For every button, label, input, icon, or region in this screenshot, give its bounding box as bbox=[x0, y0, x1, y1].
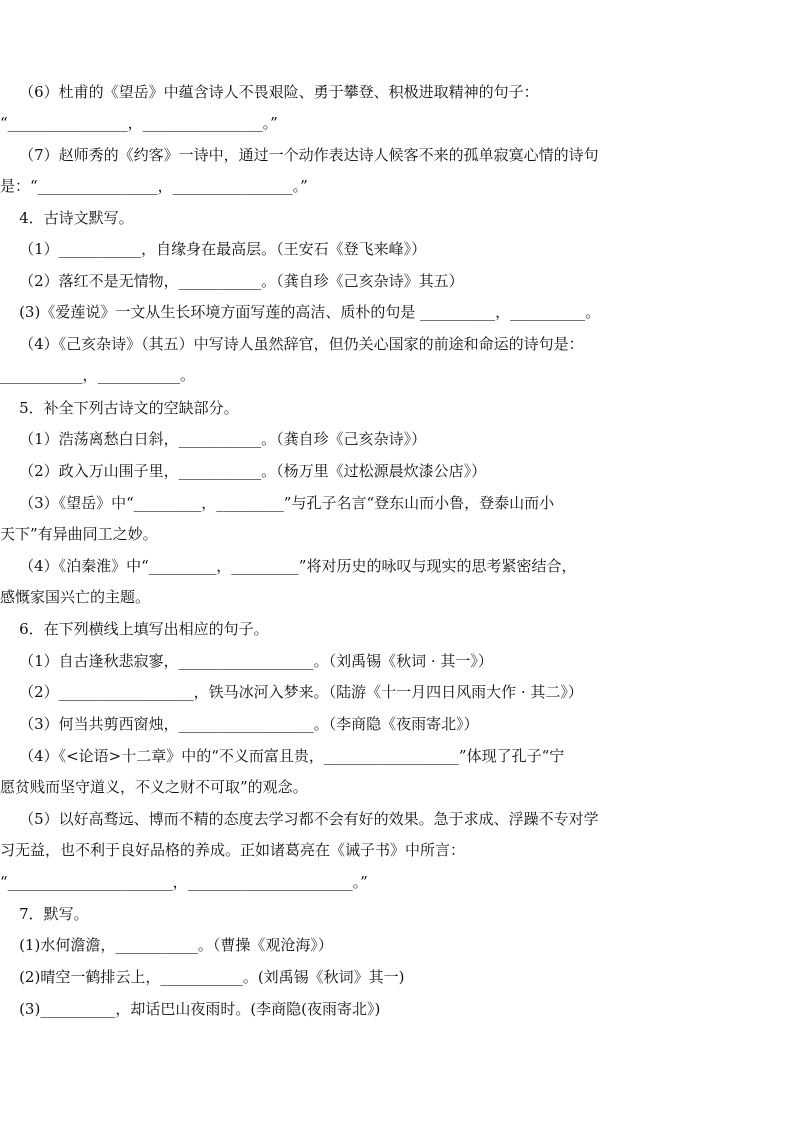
q7-2: (2)晴空一鹤排云上，___________。(刘禹锡《秋词》其一) bbox=[0, 968, 405, 986]
q4-1: （1）___________，自缘身在最高层。（王安石《登飞来峰》） bbox=[0, 240, 427, 258]
q6-5-line2: 习无益，也不利于良好品格的养成。正如诸葛亮在《诫子书》中所言： bbox=[0, 841, 466, 859]
q6-3: （3）何当共剪西窗烛，__________________。（李商隐《夜雨寄北》） bbox=[0, 715, 479, 733]
q6-1: （1）自古逢秋悲寂寥，__________________。（刘禹锡《秋词 · 其一》） bbox=[0, 652, 493, 670]
q3-6-blanks: “________________，________________。” bbox=[0, 114, 278, 132]
q5-4-line2: 感慨家国兴亡的主题。 bbox=[0, 588, 151, 606]
q4-3: (3)《爱莲说》一文从生长环境方面写莲的高洁、质朴的句是 __________，__________。 bbox=[0, 303, 601, 321]
q6-4-line2: 愿贫贱而坚守道义，不义之财不可取”的观念。 bbox=[0, 778, 308, 796]
q7-1: (1)水何澹澹，___________。（曹操《观沧海》） bbox=[0, 936, 333, 954]
q6-2: （2）__________________，铁马冰河入梦来。（陆游《十一月四日风雨大作 · 其二》） bbox=[0, 683, 583, 701]
q7-3: (3)__________，却话巴山夜雨时。(李商隐(夜雨寄北》) bbox=[0, 1000, 381, 1018]
q5-3-line1: （3）《望岳》中“_________，_________”与孔子名言“登东山而小鲁，登泰山而小 bbox=[0, 494, 555, 512]
q5-4-line1: （4）《泊秦淮》中“_________，_________”将对历史的咏叹与现实的思考紧密结合， bbox=[0, 557, 577, 575]
q3-7-blanks: 是：“________________，________________。” bbox=[0, 177, 308, 195]
q5-3-line2: 天下”有异曲同工之妙。 bbox=[0, 525, 158, 543]
q5-1: （1）浩荡离愁白日斜，___________。（龚自珍《己亥杂诗》） bbox=[0, 430, 427, 448]
q4-4-blanks: ___________，___________。 bbox=[0, 366, 196, 384]
q6-heading: 6．在下列横线上填写出相应的句子。 bbox=[0, 620, 269, 638]
q7-heading: 7．默写。 bbox=[0, 905, 89, 923]
q3-7-prompt: （7）赵师秀的《约客》一诗中，通过一个动作表达诗人候客不来的孤单寂寞心情的诗句 bbox=[0, 146, 599, 164]
q6-4-line1: （4）《<论语>十二章》中的“不义而富且贵，__________________”体现了孔子“宁 bbox=[0, 747, 565, 765]
q4-2: （2）落红不是无情物，___________。（龚自珍《己亥杂诗》其五） bbox=[0, 272, 464, 290]
q6-5-blanks: “______________________，______________________。” bbox=[0, 873, 368, 891]
q5-heading: 5．补全下列古诗文的空缺部分。 bbox=[0, 399, 239, 417]
q6-5-line1: （5）以好高骛远、博而不精的态度去学习都不会有好的效果。急于求成、浮躁不专对学 bbox=[0, 810, 599, 828]
q3-6-prompt: （6）杜甫的《望岳》中蕴含诗人不畏艰险、勇于攀登、积极进取精神的句子： bbox=[0, 83, 539, 101]
q4-heading: 4．古诗文默写。 bbox=[0, 209, 134, 227]
q5-2: （2）政入万山围子里，___________。（杨万里《过松源晨炊漆公店》） bbox=[0, 462, 487, 480]
q4-4-prompt: （4）《己亥杂诗》（其五）中写诗人虽然辞官，但仍关心国家的前途和命运的诗句是： bbox=[0, 335, 584, 353]
